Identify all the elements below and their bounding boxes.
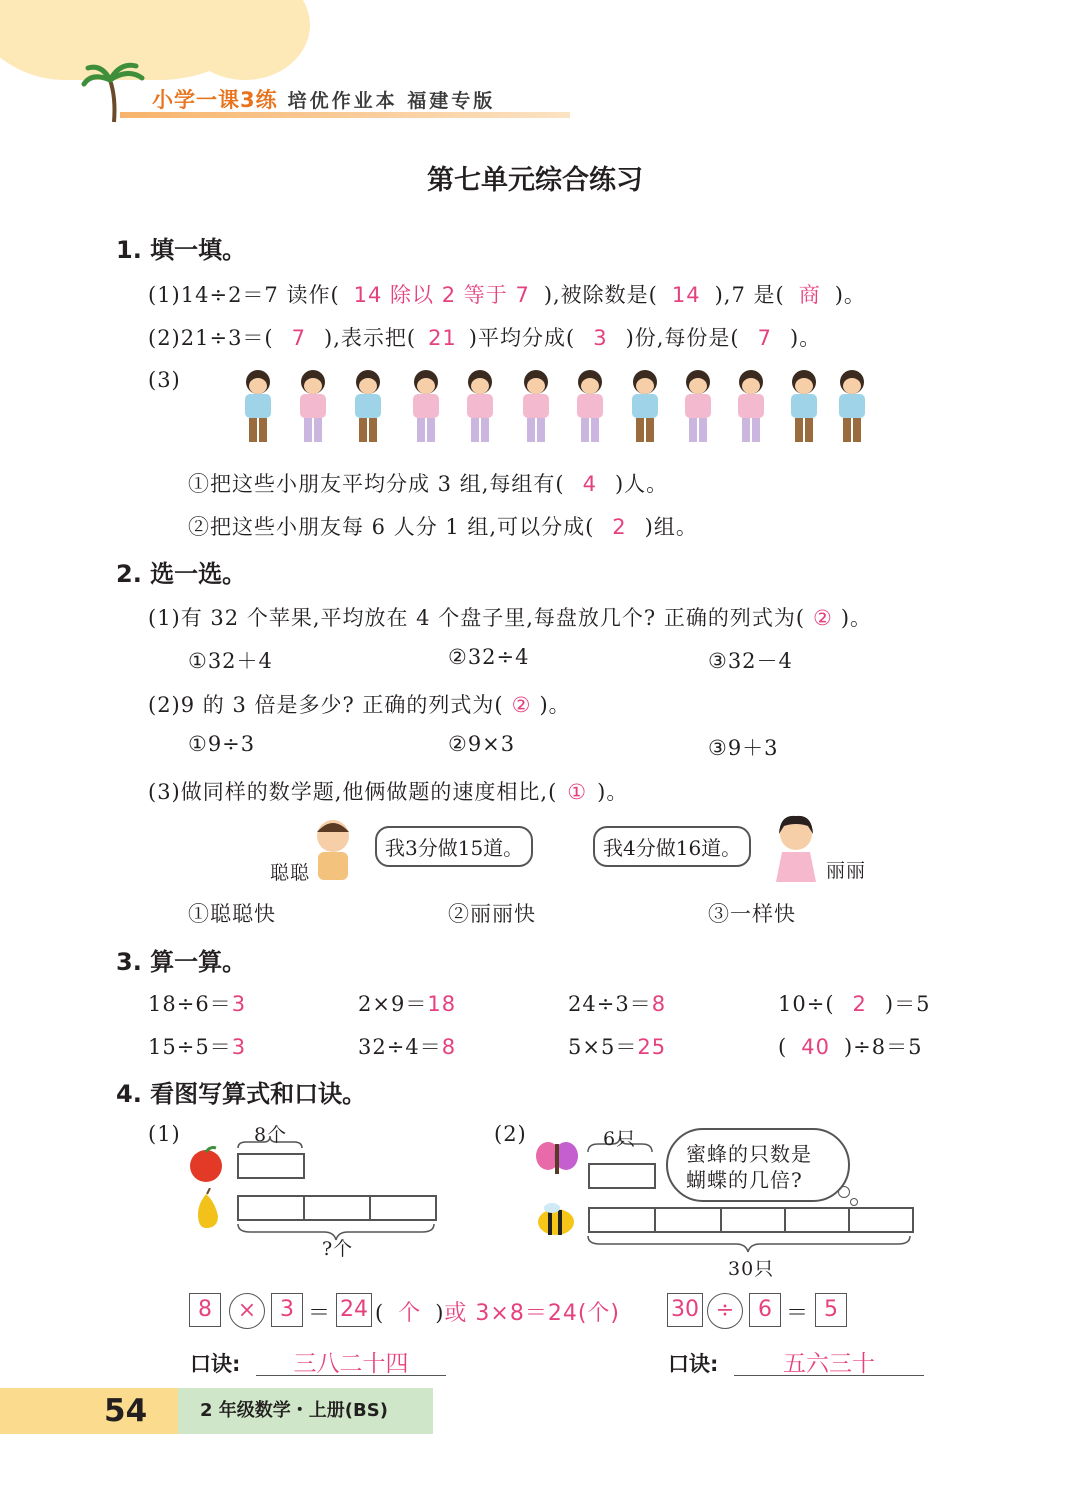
girl-figure [680, 370, 716, 450]
apple-count-label: 8个 [254, 1124, 288, 1146]
pear-icon [188, 1188, 224, 1232]
apple-icon [186, 1144, 226, 1184]
q4-p1-koujue-answer: 三八二十四 [256, 1345, 446, 1376]
girl-figure [295, 370, 331, 450]
q3-answer: 40 [801, 1035, 830, 1059]
q3-heading: 3. 算一算。 [116, 948, 247, 976]
eq2-equals: ＝ [786, 1301, 810, 1326]
q3-question: 5×5＝ [568, 1035, 638, 1059]
q3-question: )÷8＝5 [843, 1035, 923, 1059]
q1-p1-text: ),被除数是( [543, 283, 658, 307]
girl-figure [572, 370, 608, 450]
thought-bubble-dot [838, 1186, 850, 1198]
q1-p2-answer: 7 [291, 326, 306, 350]
q2-p1-option-2: ②32÷4 [448, 645, 530, 669]
bee-bar [588, 1207, 914, 1233]
bar-divider [654, 1209, 656, 1231]
q2-p3-option-3: ③一样快 [708, 902, 796, 926]
eq1-unit [375, 1296, 620, 1327]
eq1-alternative-answer: 或 3×8＝24(个) [444, 1301, 621, 1326]
q1-p2-answer: 7 [757, 326, 772, 350]
q3-item [568, 1031, 666, 1061]
girl-speech-bubble: 我4分做16道。 [593, 826, 751, 867]
q1-p2-answer: 21 [428, 326, 457, 350]
page-number: 54 [0, 1388, 178, 1434]
q3-question: )＝5 [884, 992, 931, 1016]
eq1-box-1: 8 [189, 1293, 221, 1327]
q3-answer: 18 [427, 992, 457, 1016]
boy-figure [350, 370, 386, 450]
q2-p1-option-1: ①32＋4 [188, 649, 273, 673]
boy-figure [834, 370, 870, 450]
q1-p2 [148, 322, 821, 352]
eq2-box-1: 30 [667, 1293, 703, 1327]
q3-item [778, 1031, 922, 1061]
q3-item [358, 1031, 456, 1061]
q3-answer: 3 [231, 992, 247, 1016]
q2-p1-answer: ② [813, 606, 833, 630]
q3-answer: 8 [651, 992, 667, 1016]
girl-figure [462, 370, 498, 450]
q2-p3-option-1: ①聪聪快 [188, 902, 276, 926]
q2-p2-text: (2)9 的 3 倍是多少? 正确的列式为( [148, 693, 504, 717]
eq2-box-result: 5 [815, 1293, 847, 1327]
q1-p3a-text: )人。 [614, 472, 669, 496]
q3-question: ( [778, 1035, 788, 1059]
bar-divider [303, 1197, 305, 1219]
q2-p2 [148, 689, 571, 719]
book-name: 2 年级数学・上册(BS) [178, 1388, 433, 1434]
q3-question: 2×9＝ [358, 992, 428, 1016]
q2-p1-text: (1)有 32 个苹果,平均放在 4 个盘子里,每盘放几个? 正确的列式为( [148, 606, 806, 630]
boy-cartoon-icon [308, 816, 358, 882]
q1-p3a-answer: 4 [582, 472, 597, 496]
boy-figure [786, 370, 822, 450]
butterfly-count-label: 6只 [603, 1128, 637, 1150]
q1-p2-text: ),表示把( [324, 326, 417, 350]
q3-item [358, 988, 456, 1018]
q2-p3-text: (3)做同样的数学题,他俩做题的速度相比,( [148, 780, 558, 804]
thought-bubble-line-2: 蝴蝶的几倍? [686, 1168, 803, 1192]
q2-p2-option-2: ②9×3 [448, 732, 516, 756]
q1-p3b-text: ②把这些小朋友每 6 人分 1 组,可以分成( [188, 515, 595, 539]
q2-heading: 2. 选一选。 [116, 560, 247, 588]
boy-figure [240, 370, 276, 450]
bar-divider [848, 1209, 850, 1231]
q2-p1-option-3: ③32－4 [708, 649, 793, 673]
q3-question: 15÷5＝ [148, 1035, 232, 1059]
eq1-box-2: 3 [271, 1293, 303, 1327]
pear-bar [237, 1195, 437, 1221]
q3-item [148, 1031, 246, 1061]
q4-p1-koujue-label: 口诀: [190, 1352, 241, 1376]
girl-cartoon-icon [768, 812, 824, 884]
eq1-unit-answer: 个 [398, 1301, 422, 1326]
q1-p2-answer: 3 [593, 326, 608, 350]
q4-p2-koujue-answer: 五六三十 [734, 1345, 924, 1376]
q1-p3-label: (3) [148, 368, 181, 392]
thought-bubble-dot [850, 1198, 858, 1206]
q1-p1-text: )。 [834, 283, 866, 307]
bar-divider [369, 1197, 371, 1219]
q2-p2-option-3: ③9＋3 [708, 736, 779, 760]
girl-figure [518, 370, 554, 450]
brand-subtitle: 培优作业本 福建专版 [287, 90, 496, 112]
q3-question: 10÷( [778, 992, 835, 1016]
q1-heading: 1. 填一填。 [116, 236, 247, 264]
q3-question: 18÷6＝ [148, 992, 232, 1016]
bee-icon [534, 1200, 578, 1240]
butterfly-icon [534, 1138, 580, 1180]
q4-heading: 4. 看图写算式和口诀。 [116, 1080, 367, 1108]
q2-p2-option-1: ①9÷3 [188, 732, 256, 756]
eq1-unit-paren: ( [375, 1301, 385, 1325]
q1-p1-answer: 14 除以 2 等于 7 [353, 283, 530, 307]
q1-p2-text: )平均分成( [468, 326, 576, 350]
q2-p3 [148, 776, 628, 806]
q1-p1-text: (1)14÷2＝7 读作( [148, 283, 340, 307]
thought-bubble-line-1: 蜜蜂的只数是 [686, 1142, 812, 1166]
butterfly-bar [588, 1163, 656, 1189]
brand-name: 小学一课3练 [152, 88, 278, 112]
q1-p1-answer: 商 [798, 283, 821, 307]
q2-p1-text: )。 [840, 606, 873, 630]
bar-divider [784, 1209, 786, 1231]
q1-p2-text: )份,每份是( [625, 326, 740, 350]
q1-p2-text: )。 [790, 326, 822, 350]
eq1-unit-paren: ) [435, 1301, 445, 1325]
q1-p1-text: ),7 是( [714, 283, 785, 307]
q2-p3-answer: ① [567, 780, 588, 804]
brand-header [152, 84, 495, 114]
pear-total-label: ?个 [322, 1238, 354, 1260]
eq1-equals: ＝ [308, 1301, 332, 1326]
q1-p3b [188, 511, 698, 541]
header-underline [120, 112, 570, 118]
girl-figure [408, 370, 444, 450]
q1-p3a-text: ①把这些小朋友平均分成 3 组,每组有( [188, 472, 565, 496]
q2-p2-text: )。 [539, 693, 571, 717]
q3-answer: 3 [231, 1035, 247, 1059]
q2-p2-answer: ② [511, 693, 532, 717]
eq2-box-2: 6 [749, 1293, 781, 1327]
q3-question: 24÷3＝ [568, 992, 652, 1016]
q3-item [148, 988, 246, 1018]
q4-p2-label: (2) [494, 1122, 527, 1146]
q1-p3b-text: )组。 [644, 515, 698, 539]
q2-p1 [148, 602, 872, 632]
girl-name-label: 丽丽 [826, 860, 867, 882]
q1-p3b-answer: 2 [612, 515, 627, 539]
q1-p1 [148, 279, 866, 309]
q3-item [568, 988, 666, 1018]
boy-speech-bubble: 我3分做15道。 [375, 826, 533, 867]
q3-item [778, 988, 930, 1018]
eq2-operator-circle: ÷ [707, 1293, 743, 1329]
q2-p3-option-2: ②丽丽快 [448, 902, 536, 926]
q2-p3-text: )。 [597, 780, 629, 804]
q3-answer: 25 [637, 1035, 667, 1059]
q1-p2-text: (2)21÷3＝( [148, 326, 274, 350]
q3-answer: 2 [852, 992, 867, 1016]
boy-figure [627, 370, 663, 450]
q3-question: 32÷4＝ [358, 1035, 442, 1059]
bar-divider [720, 1209, 722, 1231]
page-title: 第七单元综合练习 [427, 165, 643, 196]
boy-name-label: 聪聪 [270, 862, 311, 884]
q3-answer: 8 [441, 1035, 457, 1059]
bee-total-label: 30只 [728, 1258, 775, 1280]
eq1-box-result: 24 [336, 1293, 372, 1327]
q4-p2-koujue-label: 口诀: [668, 1352, 719, 1376]
girl-figure [733, 370, 769, 450]
apple-bar [237, 1153, 305, 1179]
q1-p3a [188, 468, 668, 498]
q1-p1-answer: 14 [671, 283, 701, 307]
eq1-operator-circle: × [229, 1293, 265, 1329]
q4-p1-label: (1) [148, 1122, 181, 1146]
